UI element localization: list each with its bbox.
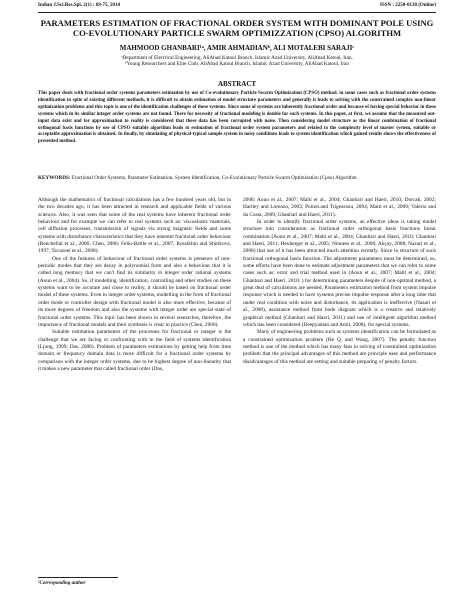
- keywords: [38, 175, 436, 182]
- abstract-heading: ABSTRACT: [217, 80, 257, 88]
- keywords-text: Fractional Order Systems, Parameter Estimation, System Identification, Co-Evolutionary Particle Swarm Optimization (Cpso) Algorithm: [71, 175, 357, 181]
- paragraph: Although the mathematics of fractional calculations has a few hundred years old, but in the two decades ago, it has been attracted in research and applicable fields of various sciences. Also, it was seen that some of the real systems have inherent fractional order behaviour and for example we can refer to real systems such as: viscoelastic materials, cell diffusion processes, transmission of signals via strong magnetic fields and some systems with disturbance characteristics that they have inherent fractional order behaviour (Benchellal et al., 2006; Chen, 2006; Feliu-Batlle et al., 2007; Rossikhin and Shitikova, 1997; Tavazoei et al., 2008).: [38, 197, 231, 255]
- author-list: MAHMOOD GHANBARI¹ᵃ, AMIR AHMADIANᵇ, ALI MOTALEBI SARAJIᶜ: [119, 44, 355, 52]
- paragraph: Suitable estimation parameters of the processes for fractional or integer is the challenge that we are facing or confronting with in the field of systems identification (Ljung, 1999; Das, 2008). Problem of parameters estimations by getting help from time domain or frequency domain data is more difficult for a fractional order systems by comparison with the integer order systems, due to be highest degree of non-linearity that it makes a new parameter that called fractional order (Das,: [38, 329, 231, 372]
- footnote: ¹Corresponding author: [38, 581, 86, 586]
- keywords-label: KEYWORDS:: [38, 175, 71, 181]
- footnote-rule: [38, 577, 118, 578]
- affiliation-b: ᵇYoung Researchers and Elite Club, AliAbad Katoul Branch, Islamic Azad University, AliAbad Katoul, Iran: [125, 61, 349, 68]
- paper-title: PARAMETERS ESTIMATION OF FRACTIONAL ORDER SYSTEM WITH DOMINANT POLE USING CO-EVOLUTIONARY PARTICLE SWARM OPTIMIZZATION (CPSO) ALGORITHM: [40, 18, 434, 38]
- affiliation-a: ᵃDepartment of Electrical Engineering, AliAbad Katoul Branch, Islamic Azad University, AliAbad Katoul, Iran.: [121, 55, 353, 61]
- affiliations: [38, 55, 436, 67]
- header-rule: [38, 12, 436, 13]
- running-header: [38, 3, 436, 12]
- issn: ISSN : 2250-0138 (Online): [380, 3, 436, 8]
- paragraph: Many of engineering problems such as systems identification can be formulated as a constrained optimization problem (He Q. and Wang, 2007). The penalty function method is one of the method which has many fans in solving of constrained optimization problem that the principal advantages of this method are principle ease and performance disadvantages of this method are setting and suitable preparing of penalty factors.: [243, 329, 436, 365]
- body-column-left: [38, 197, 231, 373]
- body-column-right: [243, 197, 436, 366]
- paragraph: One of the features of behaviour of fractional order systems is presence of non-periodic modes that they are decay in polynomial form and also a behaviour that it is called long memory that we can't find its similarity in integer order rational systems (Aoun et al., 2004). So, if modelling, identification, controlling and other studies on these systems want to be accurate and close to reality, it should be based on fractional order model of these systems. Even in integer order systems, modelling in the form of fractional order mode or controller design with fractional model is also more effective, because of its more degrees of freedom and also the systems with integer order are special state of fractional order systems. This topic has been shown in several researches, therefore, the importance of fractional models and their synthesis is clear in practice (Chen, 2006).: [38, 255, 231, 328]
- journal-citation: Indian J.Sci.Res.Spl. 2(1) : 69-75, 2014: [38, 3, 120, 8]
- paragraph: In order to identify fractional order systems, an effective ideas is taking model structure into consideration as fractional order orthogonal basis functions linear combination (Aoun et al., 2007; Malti et al., 2004; Ghanbari and Haeri, 2010; Ghanbari and Haeri, 2011; Heuberger et al., 2005; Ninness et al., 2000; Akçay, 2008; Nazari et al., 2008) that use of it has been attracted much attention recently. Since in structure of such fractional orthogonal basis function. The adjustment parameters must be determined, so, some efforts have been done to estimate adjustment parameters that we can refer to some cases such as: error and trial method used in (Aoun et al., 2007; Malti et al., 2004; Ghanbari and Haeri, 2010; ) for determining parameters despite of non-optimal method, a great deal of calculations are needed, Parameters estimation method from system impulse response which is needed to have systems precise impulse response after a long time that under real condition with noise and disturbance, its application is ineffective (Nazari et al., 2008), assistance method from bode diagram which is a creative and relatively graphical method (Ghanbari and Haeri, 2011) and use of intelligent algorithm method which has been considered (Deepyaman and Amit, 2008), for special systems.: [243, 219, 436, 328]
- abstract-text: This paper deals with fractional order systems parameters estimation by use of Co-evolutionary Particle Swarm Optimization (CPSO) method. in some cases such as fractional order systems identification in spite of existing different methods, it is difficult to obtain estimation of model structure parameters and generally it leads to solving with the constrained complex non-linear optimization problems and this topic is one of the identification challenges of these systems. Since some of systems are inherently fractional order and because of having special behavior in these systems which in its similar integer order systems are not found. There for necessity of fractional modeling is double for such systems. In this paper, at first, we assume that the measured out-input data exist and for approximation to reality is considered that these data has been corrupted with noise. Then considering model structure as the linear combination of fractional orthogonal basis functions by use of CPSO suitable algorithm leads to estimation of fractional order system parameters and related to the complexity level of master system, suitable or acceptable approximation is obtained. In finally, by simulating of physical-typical sample system in noisy conditions leads to system identification which gained results shows the effectiveness of presented method.: [38, 91, 436, 145]
- paragraph: 2008; Aoun et al., 2007; Malti et al., 2004; Ghanbari and Haeri, 2010; Dorcak, 2002; Hartley and Lorenzo, 2003; Poinot.and Trigeassou, 2004; Malti et al., 2009; Valério and da Costa, 2009, Ghanbari and Haeri, 2011).: [243, 197, 436, 218]
